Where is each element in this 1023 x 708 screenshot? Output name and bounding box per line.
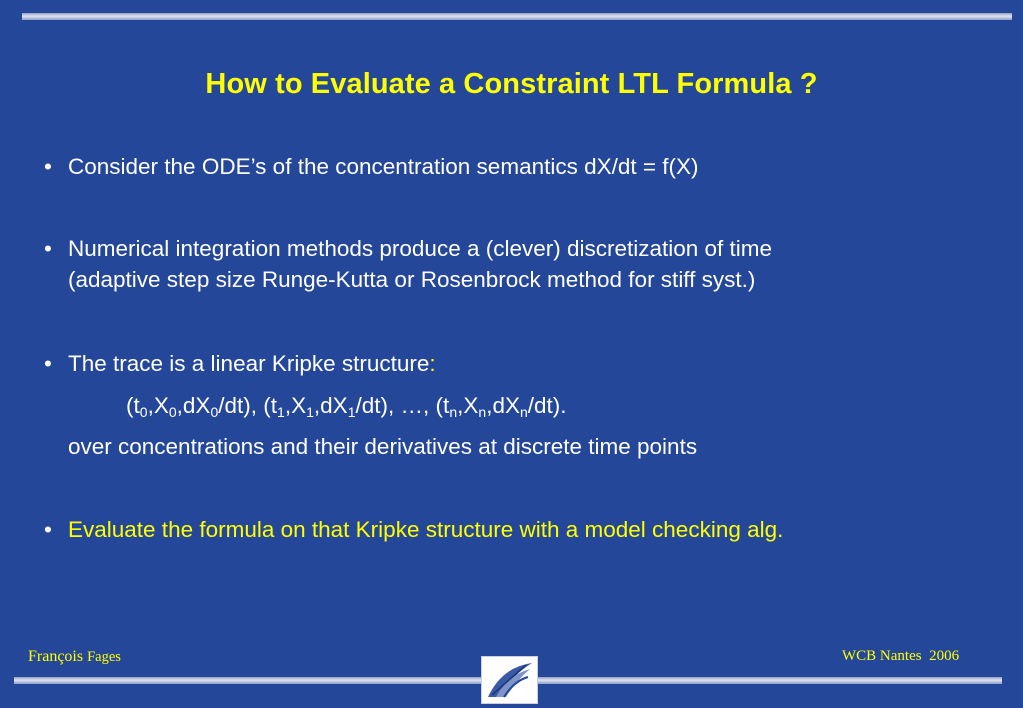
footer-event: WCB Nantes 2006 — [842, 648, 960, 664]
trace-formula: $(t_0,X_0,dX_0/dt)$, $(t_1,X_1,dX_1/dt)$, …, $(t_n,X_n,dX_n/dt)$. — [126, 393, 567, 420]
bullet-marker: • — [44, 154, 52, 179]
bullet-text: Consider the ODE’s of the concentration semantics dX/dt = f(X) — [68, 154, 699, 179]
colon: : — [429, 351, 436, 376]
bullet-text: Evaluate the formula on that Kripke structure with a model checking alg. — [68, 517, 784, 542]
inria-logo-icon — [481, 656, 538, 704]
footer-author: François Fages — [28, 648, 121, 665]
bullet-text-line-1: Numerical integration methods produce a (clever) discretization of time — [68, 236, 773, 261]
bullet-marker: • — [44, 517, 52, 542]
bullet-text-line-2: (adaptive step size Runge-Kutta or Rosenbrock method for stiff syst.) — [68, 267, 756, 292]
trace-note: over concentrations and their derivatives at discrete time points — [68, 434, 698, 459]
slide-title: How to Evaluate a Constraint LTL Formula ? — [205, 68, 818, 100]
bullet-marker: • — [44, 236, 52, 261]
bullet-text: The trace is a linear Kripke structure: — [68, 351, 436, 376]
bullet-marker: • — [44, 351, 52, 376]
top-decor-band — [22, 13, 1012, 20]
